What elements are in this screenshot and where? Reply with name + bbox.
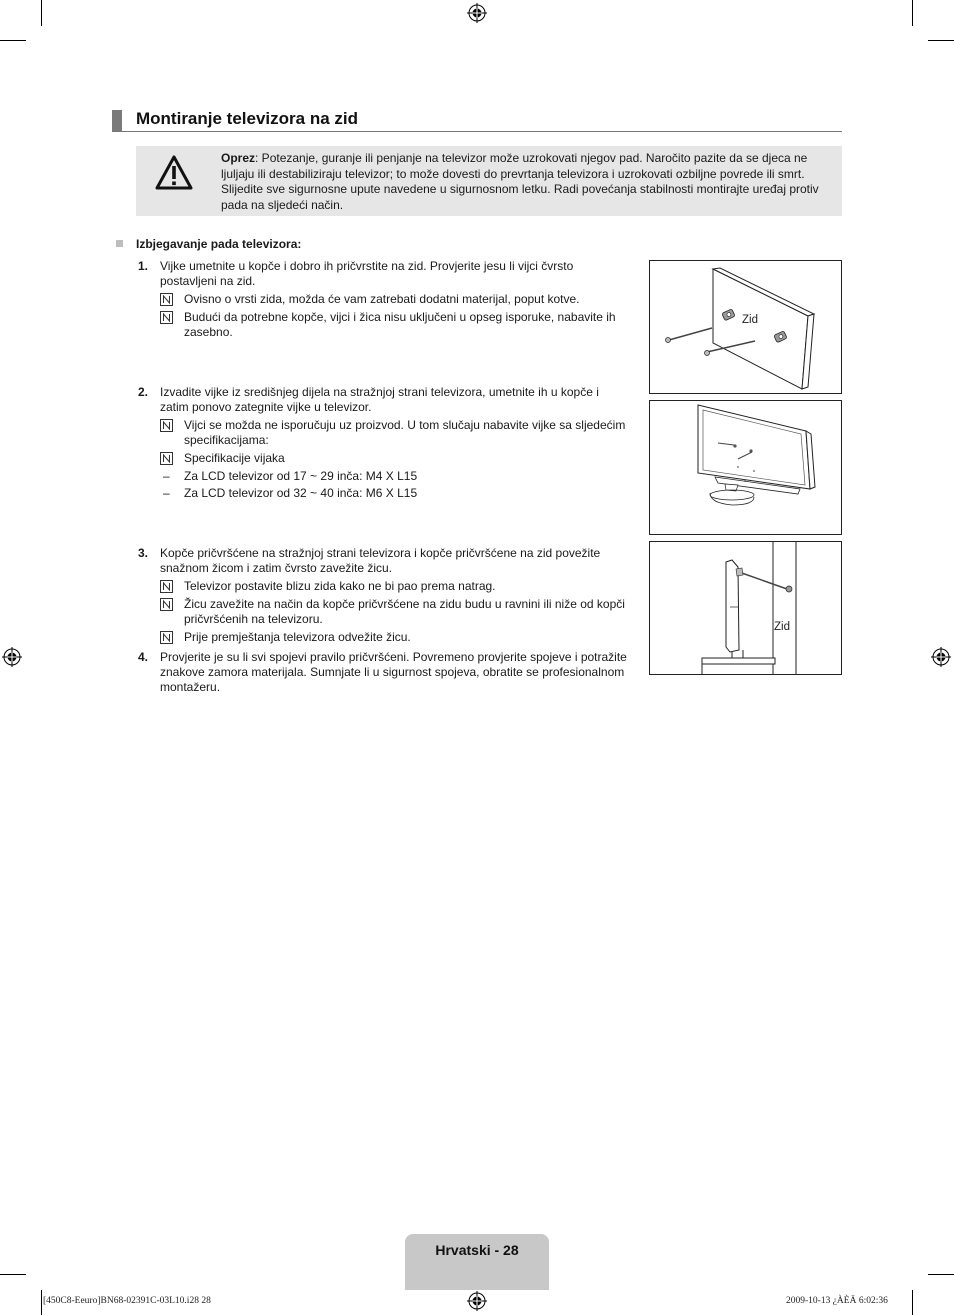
title-divider <box>112 131 842 132</box>
page-title: Montiranje televizora na zid <box>136 109 358 128</box>
step-4-line-1: Provjerite je su li svi spojevi pravilo pričvršćeni. Povremeno provjerite spojeve i potražite <box>160 650 627 664</box>
title-marker <box>112 110 122 132</box>
figure-tv-back <box>649 400 842 535</box>
note-text: Televizor postavite blizu zida kako ne bi pao prema natrag. <box>184 579 496 593</box>
note-text: Vijci se možda ne isporučuju uz proizvod. U tom slučaju nabavite vijke sa sljedećim <box>184 418 626 432</box>
spec-item: Za LCD televizor od 17 ~ 29 inča: M4 X L15 <box>184 469 418 483</box>
figure-wall-brackets <box>649 260 842 394</box>
step-number: 1. <box>138 259 149 273</box>
step-1-line-2: postavljeni na zid. <box>160 274 256 288</box>
crop-mark <box>41 1290 42 1315</box>
note-text: specifikacijama: <box>184 433 269 447</box>
note-icon <box>160 311 173 324</box>
note-text: Žicu zavežite na način da kopče pričvršćene na zidu budu u ravnini ili niže od kopči <box>184 597 625 611</box>
note-text: Ovisno o vrsti zida, možda će vam zatrebati dodatni materijal, poput kotve. <box>184 292 580 306</box>
caution-body: : Potezanje, guranje ili penjanje na televizor može uzrokovati njegov pad. Naročito pazite da se djeca ne ljuljaju ili destabiliziraju televizor; to može dovesti do prevrtanja televizora i uzrokovati ozbiljne povrede ili smrt. Slijedite sve sigurnosne upute navedene u sigurnosnom letku. Radi povećanja stabilnosti montirajte uređaj protiv pada na sljedeći način. <box>221 151 819 212</box>
crop-mark <box>928 1274 954 1275</box>
note-icon <box>160 419 173 432</box>
crop-mark <box>41 0 42 26</box>
spec-item: Za LCD televizor od 32 ~ 40 inča: M6 X L15 <box>184 486 418 500</box>
note-icon <box>160 631 173 644</box>
caution-text <box>221 151 833 213</box>
dash-marker: – <box>163 469 170 483</box>
step-3-line-1: Kopče pričvršćene na stražnjoj strani televizora i kopče pričvršćene na zid povežite <box>160 546 601 560</box>
note-text: Specifikacije vijaka <box>184 451 285 465</box>
crop-mark <box>0 1274 26 1275</box>
dash-marker: – <box>163 486 170 500</box>
registration-mark-icon <box>931 647 951 667</box>
note-icon <box>160 598 173 611</box>
figure-side-view <box>649 541 842 675</box>
figure-label: Zid <box>742 314 758 326</box>
step-3-line-2: snažnom žicom i zatim čvrsto zavežite žicu. <box>160 561 393 575</box>
page-number: Hrvatski - 28 <box>435 1242 519 1258</box>
note-icon <box>160 293 173 306</box>
registration-mark-icon <box>467 1291 487 1311</box>
registration-mark-icon <box>467 3 487 23</box>
crop-mark <box>912 1290 913 1315</box>
step-4-line-2: znakove zamora materijala. Sumnjate li u sigurnost spojeva, obratite se profesionalnom <box>160 665 625 679</box>
section-title: Izbjegavanje pada televizora: <box>136 237 302 251</box>
crop-mark <box>0 40 26 41</box>
step-number: 2. <box>138 385 149 399</box>
crop-mark <box>912 0 913 26</box>
note-icon <box>160 580 173 593</box>
note-icon <box>160 452 173 465</box>
print-timestamp: 2009-10-13 ¿ÀÈÄ 6:02:36 <box>786 1296 888 1306</box>
step-1-line-1: Vijke umetnite u kopče i dobro ih pričvrstite na zid. Provjerite jesu li vijci čvrsto <box>160 259 574 273</box>
note-text: zasebno. <box>184 325 233 339</box>
step-2-line-2: zatim ponovo zategnite vijke u televizor. <box>160 400 372 414</box>
step-number: 3. <box>138 546 149 560</box>
crop-mark <box>928 40 954 41</box>
step-number: 4. <box>138 650 149 664</box>
note-text: Prije premještanja televizora odvežite žicu. <box>184 630 411 644</box>
step-4-line-3: montažeru. <box>160 680 221 694</box>
note-text: pričvršćenih na televizoru. <box>184 612 323 626</box>
caution-label: Oprez <box>221 151 256 165</box>
step-2-line-1: Izvadite vijke iz središnjeg dijela na stražnjoj strani televizora, umetnite ih u kopče i <box>160 385 599 399</box>
registration-mark-icon <box>2 647 22 667</box>
section-bullet <box>116 240 123 247</box>
warning-triangle-icon <box>154 154 194 192</box>
figure-label: Zid <box>774 621 790 633</box>
note-text: Budući da potrebne kopče, vijci i žica nisu uključeni u opseg isporuke, nabavite ih <box>184 310 616 324</box>
print-job-info: [450C8-Eeuro]BN68-02391C-03L10.i28 28 <box>43 1296 211 1306</box>
